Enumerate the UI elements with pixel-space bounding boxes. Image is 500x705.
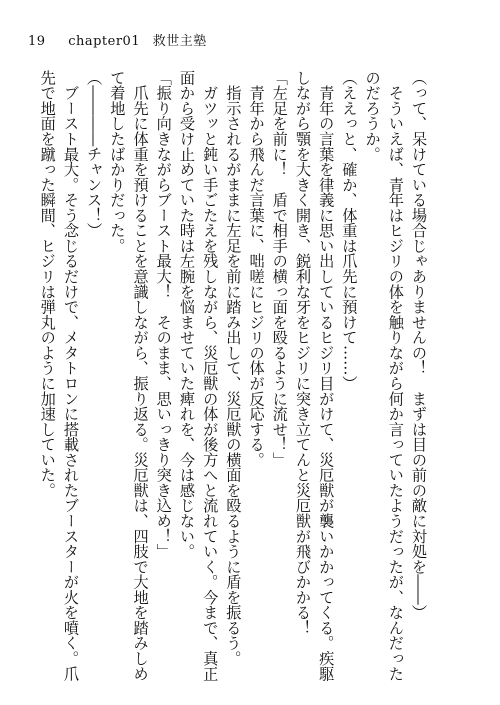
chapter-label: chapter01 bbox=[68, 34, 141, 49]
text-line: て着地したばかりだった。 bbox=[108, 70, 127, 254]
vertical-body-text bbox=[36, 70, 430, 682]
text-line: のだろうか。 bbox=[363, 70, 382, 162]
text-line: 先で地面を蹴った瞬間、ヒジリは弾丸のように加速していた。 bbox=[38, 70, 57, 498]
chapter-title: 救世主塾 bbox=[152, 34, 207, 49]
text-line: （って、呆けている場合じゃありませんの！ まずは目の前の敵に対処を――） bbox=[410, 70, 428, 621]
text-line: そういえば、青年はヒジリの体を触りながら何か言っていたようだったが、なんだった bbox=[386, 70, 405, 682]
text-line: 「左足を前に！ 盾で相手の横っ面を殴るように流せ！」 bbox=[270, 70, 289, 468]
text-line: （ええっと、確か、体重は爪先に預けて……） bbox=[340, 70, 359, 391]
text-line: 爪先に体重を預けることを意識しながら、振り返る。災厄獣は、四肢で大地を踏みしめ bbox=[131, 70, 150, 682]
text-line: しながら顎を大きく開き、鋭利な牙をヒジリに突き立てんと災厄獣が飛びかかる！ bbox=[293, 70, 312, 636]
text-line: 「振り向きながらブースト最大！ そのまま、思いっきり突き込め！」 bbox=[154, 70, 173, 559]
page-number: 19 bbox=[28, 34, 46, 49]
text-line: 青年から飛んだ言葉に、咄嗟にヒジリの体が反応する。 bbox=[247, 70, 266, 468]
text-line: （――――チャンス！） bbox=[85, 70, 104, 239]
text-line: 青年の言葉を律義に思い出しているヒジリ目がけて、災厄獣が襲いかかってくる。疾駆 bbox=[317, 70, 336, 682]
text-line: 面から受け止めていた時は左腕を悩ませていた痺れを、今は感じない。 bbox=[177, 70, 196, 559]
text-line: ブースト最大。そう念じるだけで、メタトロンに搭載されたブースターが火を噴く。爪 bbox=[61, 70, 80, 682]
running-header bbox=[28, 30, 207, 49]
text-line: ガツッと鈍い手ごたえを残しながら、災厄獣の体が後方へと流れていく。今まで、真正 bbox=[201, 70, 220, 682]
text-line: 指示されるがままに左足を前に踏み出して、災厄獣の横面を殴るように盾を振るう。 bbox=[224, 70, 243, 666]
